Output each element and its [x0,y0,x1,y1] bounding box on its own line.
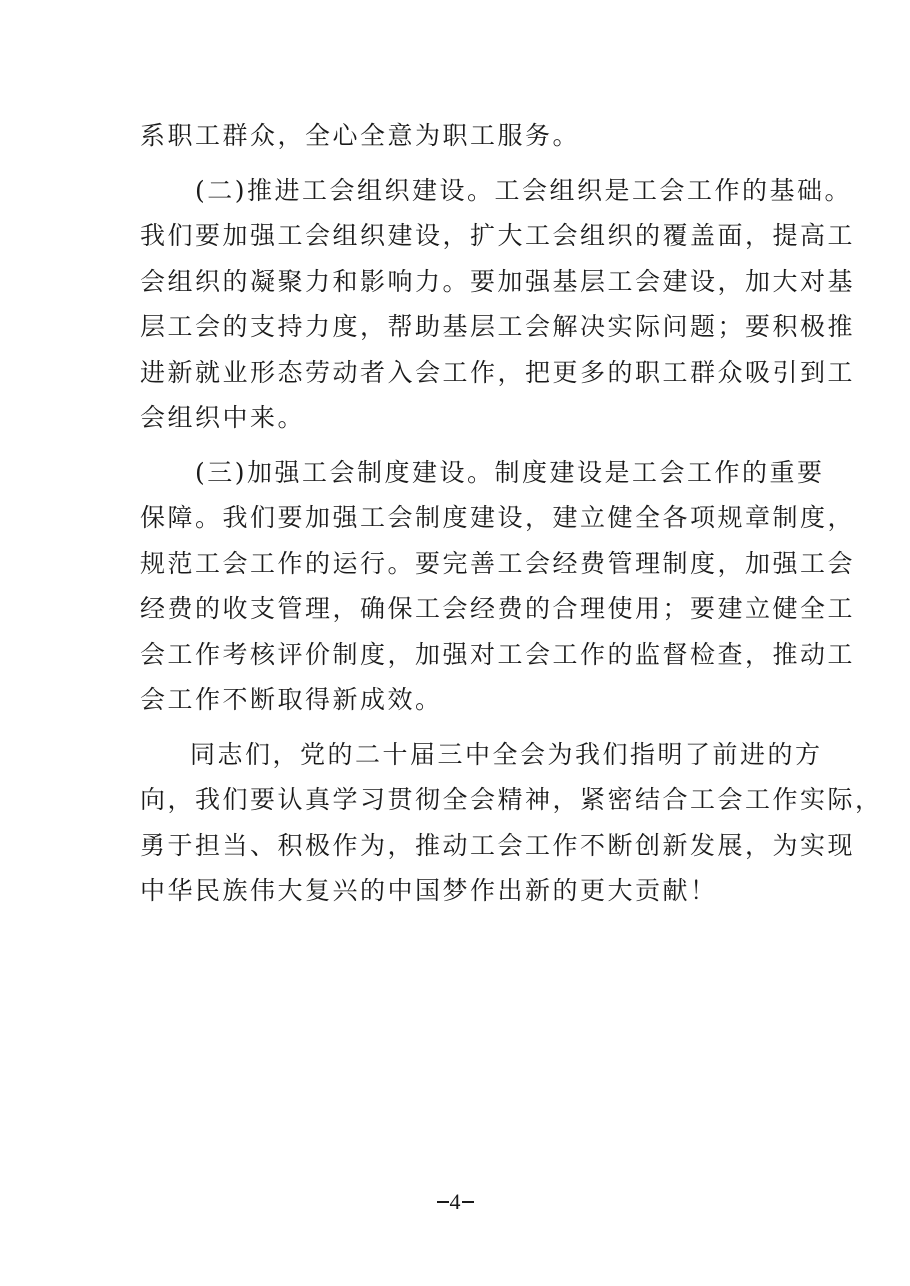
text-line: 勇于担当、积极作为，推动工会工作不断创新发展，为实现 [140,830,856,860]
text-line: 保障。我们要加强工会制度建设，建立健全各项规章制度， [140,503,856,532]
paragraph-closing [140,732,883,914]
text-line: 进新就业形态劳动者入会工作，把更多的职工群众吸引到工 [140,357,856,387]
text-line: 会工作不断取得新成效。 [140,685,443,714]
page-number-dash-right [462,1201,474,1203]
paragraph-continuation [140,113,780,159]
paragraph-union-system [140,450,856,723]
text-line: 会组织中来。 [140,403,306,432]
text-line: 经费的收支管理，确保工会经费的合理使用；要建立健全工 [140,594,856,623]
text-line: 规范工会工作的运行。要完善工会经费管理制度，加强工会 [140,548,856,578]
text-line: 系职工群众，全心全意为职工服务。 [140,121,581,150]
text-line: (二)推进工会组织建设。工会组织是工会工作的基础。 [195,175,853,205]
text-line: 层工会的支持力度，帮助基层工会解决实际问题；要积极推 [140,312,856,341]
text-line: 会工作考核评价制度，加强对工会工作的监督检查，推动工 [140,639,856,669]
page-number-value: 4 [449,1188,461,1214]
text-line: 同志们，党的二十届三中全会为我们指明了前进的方 [190,739,823,769]
paragraph-union-organization [140,168,856,441]
page-number-dash-left [437,1201,449,1203]
text-line: 我们要加强工会组织建设，扩大工会组织的覆盖面，提高工 [140,221,856,250]
document-body [140,113,883,914]
page-number [0,1187,910,1215]
text-line: (三)加强工会制度建设。制度建设是工会工作的重要 [195,457,825,487]
text-line: 会组织的凝聚力和影响力。要加强基层工会建设，加大对基 [140,266,856,296]
text-line: 中华民族伟大复兴的中国梦作出新的更大贡献！ [140,876,718,905]
text-line: 向，我们要认真学习贯彻全会精神，紧密结合工会工作实际， [140,785,883,814]
